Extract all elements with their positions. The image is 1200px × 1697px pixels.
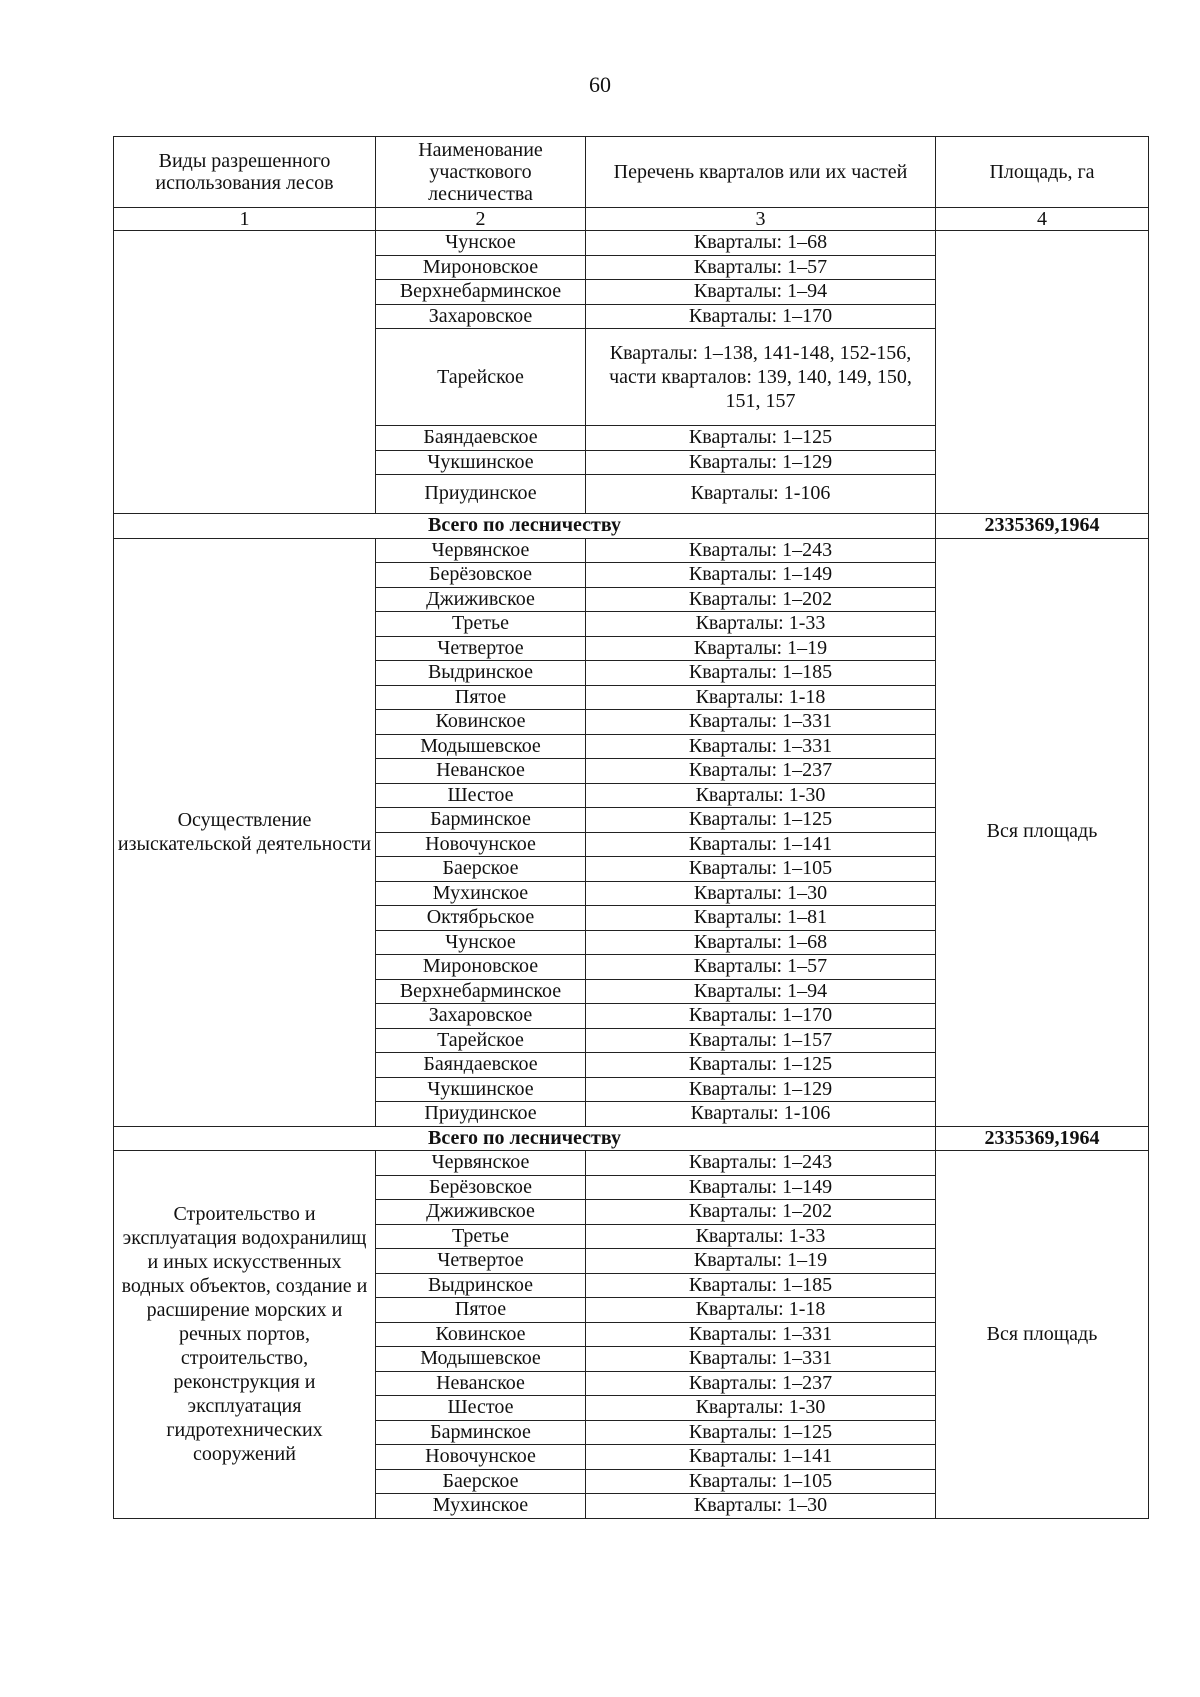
quarters-cell: Кварталы: 1–331 — [586, 1322, 936, 1347]
forestry-name-cell: Ковинское — [376, 1322, 586, 1347]
forestry-name-cell: Червянское — [376, 1151, 586, 1176]
forestry-name-cell: Баяндаевское — [376, 1053, 586, 1078]
forestry-name-cell: Мухинское — [376, 881, 586, 906]
forestry-name-cell: Мироновское — [376, 255, 586, 280]
forestry-name-cell: Червянское — [376, 538, 586, 563]
area-cell: Вся площадь — [936, 1151, 1149, 1519]
quarters-cell: Кварталы: 1-106 — [586, 1102, 936, 1127]
forestry-name-cell: Барминское — [376, 1420, 586, 1445]
quarters-cell: Кварталы: 1–141 — [586, 1445, 936, 1470]
header-cell-quarters: Перечень кварталов или их частей — [586, 137, 936, 208]
quarters-cell: Кварталы: 1–125 — [586, 1053, 936, 1078]
forestry-name-cell: Новочунское — [376, 1445, 586, 1470]
quarters-cell: Кварталы: 1–243 — [586, 1151, 936, 1176]
total-label: Всего по лесничеству — [114, 514, 936, 539]
quarters-cell: Кварталы: 1–68 — [586, 930, 936, 955]
forestry-name-cell: Чукшинское — [376, 1077, 586, 1102]
forestry-name-cell: Выдринское — [376, 661, 586, 686]
quarters-cell: Кварталы: 1–149 — [586, 1175, 936, 1200]
forestry-name-cell: Баерское — [376, 857, 586, 882]
quarters-cell: Кварталы: 1–81 — [586, 906, 936, 931]
forestry-name-cell: Октябрьское — [376, 906, 586, 931]
forestry-name-cell: Чунское — [376, 930, 586, 955]
quarters-cell: Кварталы: 1-18 — [586, 685, 936, 710]
forestry-name-cell: Чукшинское — [376, 450, 586, 475]
forestry-name-cell: Тарейское — [376, 1028, 586, 1053]
quarters-cell: Кварталы: 1–57 — [586, 955, 936, 980]
forestry-name-cell: Выдринское — [376, 1273, 586, 1298]
total-label: Всего по лесничеству — [114, 1126, 936, 1151]
forestry-name-cell: Четвертое — [376, 636, 586, 661]
quarters-cell: Кварталы: 1–185 — [586, 661, 936, 686]
forestry-name-cell: Захаровское — [376, 1004, 586, 1029]
quarters-cell: Кварталы: 1–129 — [586, 1077, 936, 1102]
column-number: 3 — [586, 208, 936, 231]
column-number-row — [114, 208, 1149, 231]
table-header-row — [114, 137, 1149, 208]
quarters-cell: Кварталы: 1–30 — [586, 1494, 936, 1519]
quarters-cell: Кварталы: 1–202 — [586, 587, 936, 612]
quarters-cell: Кварталы: 1–202 — [586, 1200, 936, 1225]
use-type-cell — [114, 231, 376, 514]
use-type-cell: Осуществление изыскательской деятельности — [114, 538, 376, 1126]
forestry-name-cell: Баерское — [376, 1469, 586, 1494]
forestry-name-cell: Джиживское — [376, 1200, 586, 1225]
forestry-name-cell: Модышевское — [376, 1347, 586, 1372]
forestry-name-cell: Верхнебарминское — [376, 280, 586, 305]
quarters-cell: Кварталы: 1–129 — [586, 450, 936, 475]
column-number: 2 — [376, 208, 586, 231]
forestry-name-cell: Третье — [376, 612, 586, 637]
quarters-cell: Кварталы: 1–125 — [586, 426, 936, 451]
forestry-name-cell: Приудинское — [376, 1102, 586, 1127]
header-cell-area: Площадь, га — [936, 137, 1149, 208]
quarters-cell: Кварталы: 1–19 — [586, 1249, 936, 1274]
forestry-name-cell: Захаровское — [376, 304, 586, 329]
forestry-name-cell: Мироновское — [376, 955, 586, 980]
quarters-cell: Кварталы: 1–331 — [586, 710, 936, 735]
use-type-cell: Строительство и эксплуатация водохранилищ и иных искусственных водных объектов, создание и расширение морских и речных портов, строительство, реконструкция и эксплуатация гидротехнических сооружений — [114, 1151, 376, 1519]
forestry-name-cell: Неванское — [376, 759, 586, 784]
forestry-name-cell: Шестое — [376, 1396, 586, 1421]
quarters-cell: Кварталы: 1–94 — [586, 979, 936, 1004]
quarters-cell: Кварталы: 1–57 — [586, 255, 936, 280]
forestry-name-cell: Пятое — [376, 1298, 586, 1323]
forestry-name-cell: Берёзовское — [376, 1175, 586, 1200]
quarters-cell: Кварталы: 1–105 — [586, 1469, 936, 1494]
quarters-cell: Кварталы: 1–141 — [586, 832, 936, 857]
forestry-name-cell: Новочунское — [376, 832, 586, 857]
forestry-name-cell: Тарейское — [376, 329, 586, 426]
forestry-name-cell: Четвертое — [376, 1249, 586, 1274]
quarters-cell: Кварталы: 1–185 — [586, 1273, 936, 1298]
page-number: 60 — [589, 72, 611, 97]
quarters-cell: Кварталы: 1–149 — [586, 563, 936, 588]
total-value: 2335369,1964 — [936, 514, 1149, 539]
total-value: 2335369,1964 — [936, 1126, 1149, 1151]
area-cell: Вся площадь — [936, 538, 1149, 1126]
quarters-cell: Кварталы: 1–125 — [586, 1420, 936, 1445]
quarters-cell: Кварталы: 1–138, 141-148, 152-156, части кварталов: 139, 140, 149, 150, 151, 157 — [586, 329, 936, 426]
quarters-cell: Кварталы: 1-18 — [586, 1298, 936, 1323]
column-number: 1 — [114, 208, 376, 231]
total-row — [114, 514, 1149, 539]
quarters-cell: Кварталы: 1-30 — [586, 783, 936, 808]
forest-use-table — [113, 136, 1149, 1519]
forestry-name-cell: Чунское — [376, 231, 586, 256]
quarters-cell: Кварталы: 1–237 — [586, 1371, 936, 1396]
quarters-cell: Кварталы: 1-106 — [586, 475, 936, 514]
header-cell-forestry-name: Наименование участкового лесничества — [376, 137, 586, 208]
quarters-cell: Кварталы: 1–237 — [586, 759, 936, 784]
forestry-name-cell: Пятое — [376, 685, 586, 710]
forestry-name-cell: Барминское — [376, 808, 586, 833]
header-cell-use-type: Виды разрешенного использования лесов — [114, 137, 376, 208]
quarters-cell: Кварталы: 1–331 — [586, 1347, 936, 1372]
table-row — [114, 231, 1149, 256]
forestry-name-cell: Неванское — [376, 1371, 586, 1396]
forestry-name-cell: Модышевское — [376, 734, 586, 759]
column-number: 4 — [936, 208, 1149, 231]
table-row — [114, 538, 1149, 563]
forestry-name-cell: Верхнебарминское — [376, 979, 586, 1004]
quarters-cell: Кварталы: 1–19 — [586, 636, 936, 661]
forestry-name-cell: Берёзовское — [376, 563, 586, 588]
table-row — [114, 1151, 1149, 1176]
forestry-name-cell: Приудинское — [376, 475, 586, 514]
quarters-cell: Кварталы: 1-30 — [586, 1396, 936, 1421]
forestry-name-cell: Джиживское — [376, 587, 586, 612]
quarters-cell: Кварталы: 1–125 — [586, 808, 936, 833]
forestry-name-cell: Ковинское — [376, 710, 586, 735]
quarters-cell: Кварталы: 1–94 — [586, 280, 936, 305]
quarters-cell: Кварталы: 1–30 — [586, 881, 936, 906]
forestry-name-cell: Мухинское — [376, 1494, 586, 1519]
quarters-cell: Кварталы: 1–105 — [586, 857, 936, 882]
quarters-cell: Кварталы: 1–331 — [586, 734, 936, 759]
forestry-name-cell: Шестое — [376, 783, 586, 808]
quarters-cell: Кварталы: 1–170 — [586, 304, 936, 329]
forestry-name-cell: Баяндаевское — [376, 426, 586, 451]
total-row — [114, 1126, 1149, 1151]
quarters-cell: Кварталы: 1-33 — [586, 1224, 936, 1249]
quarters-cell: Кварталы: 1–68 — [586, 231, 936, 256]
quarters-cell: Кварталы: 1–157 — [586, 1028, 936, 1053]
area-cell — [936, 231, 1149, 514]
forestry-name-cell: Третье — [376, 1224, 586, 1249]
quarters-cell: Кварталы: 1–243 — [586, 538, 936, 563]
quarters-cell: Кварталы: 1–170 — [586, 1004, 936, 1029]
quarters-cell: Кварталы: 1-33 — [586, 612, 936, 637]
